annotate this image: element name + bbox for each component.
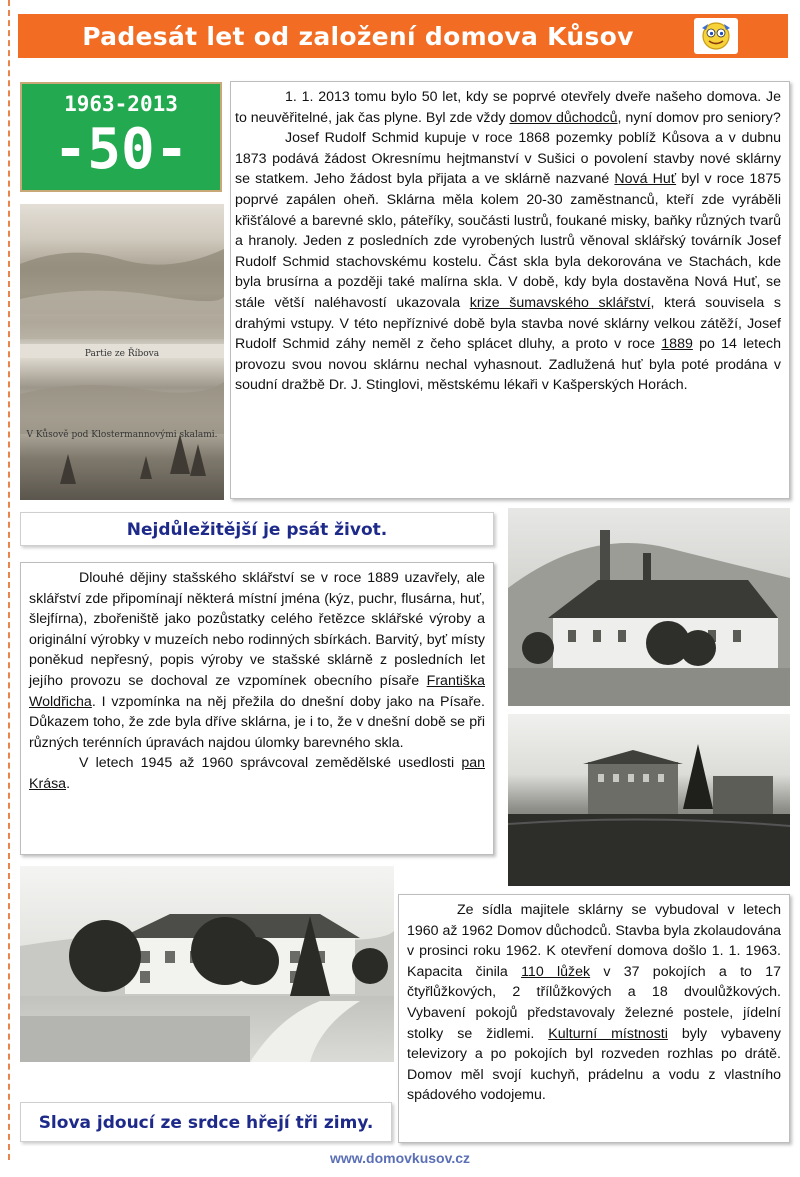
link-year-1889[interactable]: 1889	[661, 336, 693, 353]
link-kulturni-mistnosti[interactable]: Kulturní místnosti	[548, 1025, 668, 1042]
footer-website-link[interactable]: www.domovkusov.cz	[329, 1150, 471, 1166]
quote-box-2	[20, 1102, 392, 1142]
page-header	[18, 14, 788, 58]
page-border-dashed	[8, 0, 10, 1160]
postcard-caption-bottom: V Kůsově pod Klostermannovými skalami.	[26, 430, 218, 440]
quote-box-1	[20, 512, 494, 546]
badge-years: 1963-2013	[64, 92, 178, 116]
link-110-luzek[interactable]: 110 lůžek	[521, 963, 591, 980]
link-krize-sklarstvi[interactable]: krize šumavského sklářství	[469, 294, 651, 311]
article-history-box: 1. 1. 2013 tomu bylo 50 let, kdy se poprvé otevřely dveře našeho domova. Je to neuvěřitelné, jak čas plyne. Byl zde vždy domov důchodců, nyní domov pro seniory? Josef Rudolf Schmid kupuje v roce 1868 pozemky poblíž Kůsova a v dubnu 1873 podává žádost Okresnímu hejtmanství v Sušici o povolení stavby nové sklárny se statkem. Jeho žádost byla přijata a ve sklárně nazvané Nová Huť byl v roce 1875 poprvé zapálen oheň. Sklárna měla kolem 20-30 zaměstnanců, kteří zde vyráběli křišťálové a barevné sklo, páteříky, součásti lustrů, foukané misky, baňky různých tvarů a hranoly. Jeden z posledních zde vyrobených lustrů věnoval sklářský továrník Josef Rudolf Schmid stachovskému kostelu. Část skla byla dekorována ve Stachách, kde byla brusírna a později také malírna skla. V době, kdy byla dostavěna Nová Huť, se stále větší naléhavostí ukazovala krize šumavského sklářství, která souvisela s drahými vstupy. V této nepříznivé době byla stavba nové sklárny velkou zátěží, Josef Rudolf Schmid záhy neměl z čeho splácet dluhy, a proto v roce 1889 po 14 letech provozu svou novou sklárnu nechal vyhasnout. Zadlužená huť byla poté prodána v soudní dražbě Dr. J. Stinglovi, městskému lékaři v Kašperských Horách.	[230, 81, 790, 499]
article-glassmaking-box: Dlouhé dějiny stašského sklářství se v roce 1889 uzavřely, ale sklářství zde připomínají některá místní jména (kýz, puchr, flusárna, huť, šlejfírna), zbořeniště jako pozůstatky celého řetězce sklářské výroby a originální výrobky v muzeích nebo rodinných sbírkách. Barvitý, byť místy poněkud nepřesný, popis výroby ve stašské sklárně z posledních let jejího provozu se dochoval ze vzpomínek obecního písaře Františka Woldřicha. I vzpomínka na něj přežila do dnešní doby jako na Písaře. Důkazem toho, že zde byla dříve sklárna, je i to, že v dnešní době se při různých terénních úpravách najdou úlomky barevného skla. V letech 1945 až 1960 správcoval zemědělské usedlosti pan Krása.	[20, 562, 494, 855]
link-domov-duchodcu[interactable]: domov důchodců	[509, 109, 618, 126]
badge-number: -50-	[53, 117, 189, 182]
vintage-postcard-photo	[20, 204, 224, 500]
anniversary-badge	[20, 82, 222, 192]
quote-text-1: Nejdůležitější je psát život.	[126, 520, 388, 540]
postcard-caption-top: Partie ze Říbova	[84, 349, 160, 359]
quote-text-2: Slova jdoucí ze srdce hřejí tři zimy.	[38, 1113, 374, 1133]
link-nova-hut[interactable]: Nová Huť	[614, 171, 677, 188]
glassworks-photo-2	[508, 714, 790, 886]
page-title: Padesát let od založení domova Kůsov	[82, 22, 634, 51]
link-frantisek-woldrich[interactable]: Františka Woldřicha	[29, 672, 485, 710]
smiley-face-icon	[694, 18, 738, 54]
nursing-home-photo	[20, 866, 394, 1062]
glassworks-photo-1	[508, 508, 790, 706]
article-nursing-home-box: Ze sídla majitele sklárny se vybudoval v letech 1960 až 1962 Domov důchodců. Stavba byla zkolaudována v prosinci roku 1962. K otevření domova došlo 1. 1. 1963. Kapacita činila 110 lůžek v 37 pokojích a to 17 čtyřlůžkových, 2 třílůžkových a 18 dvoulůžkových. Vybavení pokojů představovaly železné postele, jídelní stolky se židlemi. Kulturní místnosti byly vybaveny televizory a po pokojích byl rozveden rozhlas po drátě. Domov měl svojí kuchyň, prádelnu a vodu z vlastního spádového vodojemu.	[398, 894, 790, 1143]
link-pan-krasa[interactable]: pan Krása	[29, 755, 485, 792]
